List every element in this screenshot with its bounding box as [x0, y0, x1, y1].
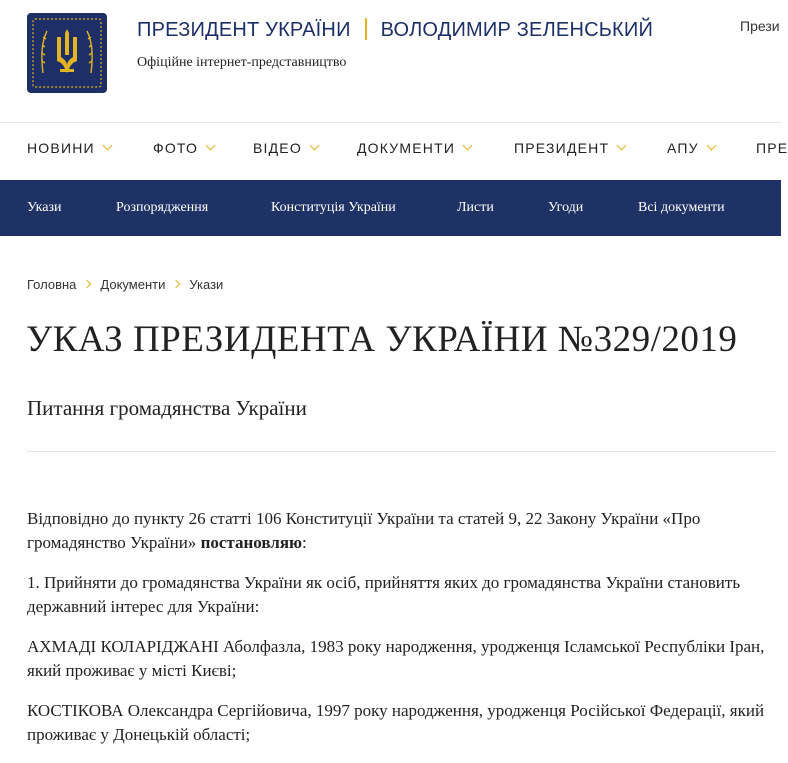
chevron-down-icon	[206, 141, 216, 151]
preamble-text: Відповідно до пункту 26 статті 106 Конституції України та статей 9, 22 Закону України «Про громадянство України»	[27, 509, 701, 552]
nav-item-apu[interactable]	[667, 140, 715, 156]
subnav-item-orders[interactable]: Розпорядження	[116, 200, 209, 215]
breadcrumb	[27, 277, 223, 292]
site-header	[0, 0, 781, 122]
document-body	[27, 507, 777, 763]
nav-item-photo[interactable]	[153, 140, 214, 156]
title-separator	[365, 18, 367, 40]
paragraph-person-2: КОСТІКОВА Олександра Сергійовича, 1997 року народження, уродженця Російської Федерації, який проживає у Донецькій області;	[27, 701, 765, 744]
preamble-bold: постановляю	[200, 533, 303, 552]
site-title-name: ВОЛОДИМИР ЗЕЛЕНСЬКИЙ	[380, 19, 654, 41]
paragraph-item-1: 1. Прийняти до громадянства України як осіб, прийняття яких до громадянства України становить державний інтерес для України:	[27, 573, 741, 616]
chevron-down-icon	[309, 141, 319, 151]
subnav-item-decrees[interactable]: Укази	[27, 200, 62, 215]
breadcrumb-home[interactable]: Головна	[27, 277, 77, 292]
subnav-item-agreements[interactable]: Угоди	[548, 200, 584, 215]
nav-item-documents[interactable]	[357, 140, 471, 156]
page-title: УКАЗ ПРЕЗИДЕНТА УКРАЇНИ №329/2019	[26, 319, 738, 360]
site-title-president: ПРЕЗИДЕНТ УКРАЇНИ	[137, 19, 351, 41]
nav-label: ФОТО	[153, 140, 199, 156]
nav-item-president[interactable]	[514, 140, 625, 156]
chevron-down-icon	[617, 141, 627, 151]
nav-item-video[interactable]	[253, 140, 318, 156]
nav-label: НОВИНИ	[27, 140, 95, 156]
chevron-down-icon	[102, 141, 112, 151]
nav-label: ВІДЕО	[253, 140, 302, 156]
paragraph-person-1: АХМАДІ КОЛАРІДЖАНІ Аболфазла, 1983 року народження, уродженця Ісламської Республіки Іран, який проживає у місті Києві;	[27, 637, 765, 680]
nav-label: ПРЕЗИДЕНТ	[514, 140, 610, 156]
chevron-down-icon	[706, 141, 716, 151]
chevron-right-icon	[172, 280, 180, 288]
nav-item-news[interactable]	[27, 140, 111, 156]
subnav-item-constitution[interactable]: Конституція України	[271, 200, 396, 215]
paragraph-preamble	[27, 507, 777, 555]
preamble-end: :	[302, 533, 307, 552]
chevron-right-icon	[83, 280, 91, 288]
coat-of-arms-logo[interactable]	[27, 13, 107, 93]
chevron-down-icon	[463, 141, 473, 151]
nav-label: АПУ	[667, 140, 699, 156]
breadcrumb-decrees[interactable]: Укази	[189, 277, 224, 292]
header-divider	[0, 122, 781, 123]
site-subtitle: Офіційне інтернет-представництво	[137, 55, 347, 70]
nav-item-press[interactable]: ПРЕ	[756, 140, 788, 156]
document-subtitle: Питання громадянства України	[27, 396, 307, 420]
nav-label: ДОКУМЕНТИ	[357, 140, 456, 156]
site-title[interactable]	[137, 18, 653, 42]
subnav-item-all-documents[interactable]: Всі документи	[638, 200, 725, 215]
breadcrumb-documents[interactable]: Документи	[100, 277, 166, 292]
content-divider	[27, 451, 776, 452]
documents-subnav	[0, 180, 781, 236]
subnav-item-letters[interactable]: Листи	[457, 200, 494, 215]
top-right-link[interactable]: Прези	[740, 18, 780, 34]
